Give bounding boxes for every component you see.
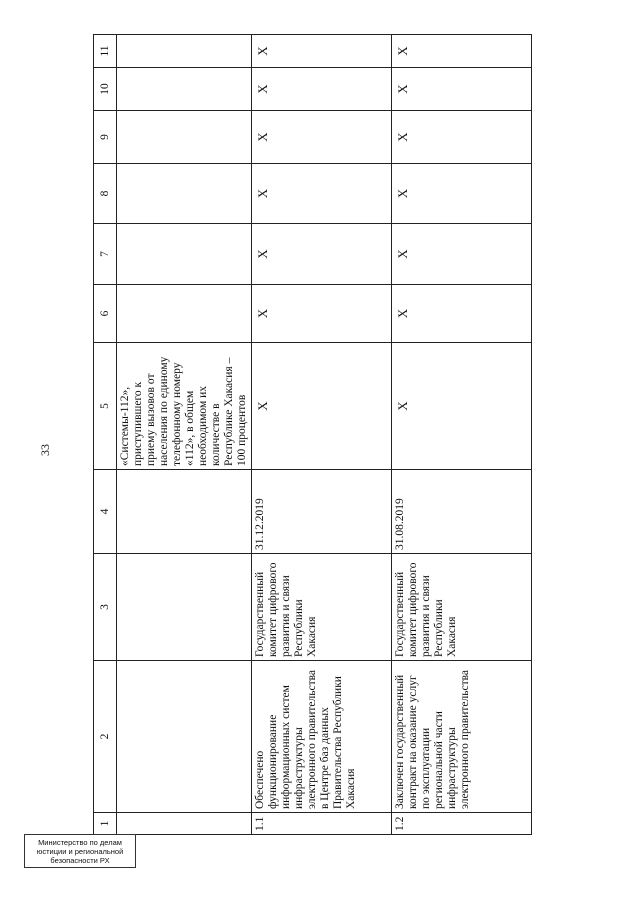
col-header-5: 5 bbox=[94, 343, 117, 470]
ministry-stamp bbox=[24, 834, 136, 868]
row-indicator: X bbox=[252, 343, 392, 470]
header-row bbox=[94, 35, 117, 835]
col-header-7: 7 bbox=[94, 224, 117, 285]
row-c7 bbox=[117, 224, 252, 285]
col-header-6: 6 bbox=[94, 285, 117, 343]
row-c11 bbox=[117, 35, 252, 68]
row-c8 bbox=[117, 164, 252, 224]
row-executor: Государственный комитет цифрового развития и связи Республики Хакасия bbox=[392, 554, 532, 661]
row-c9: X bbox=[252, 111, 392, 164]
stamp-line-3: безопасности РХ bbox=[50, 856, 110, 865]
row-executor bbox=[117, 554, 252, 661]
page-number: 33 bbox=[38, 444, 52, 456]
col-header-8: 8 bbox=[94, 164, 117, 224]
row-c8: X bbox=[252, 164, 392, 224]
row-c9 bbox=[117, 111, 252, 164]
row-indicator: X bbox=[392, 343, 532, 470]
row-id bbox=[117, 813, 252, 835]
row-date bbox=[117, 470, 252, 554]
row-c10: X bbox=[392, 68, 532, 111]
row-name: Заключен государственный контракт на оказание услуг по эксплуатации региональной части инфраструктуры электронного правительства bbox=[392, 661, 532, 813]
row-c11: X bbox=[392, 35, 532, 68]
row-executor: Государственный комитет цифрового развития и связи Республики Хакасия bbox=[252, 554, 392, 661]
row-name bbox=[117, 661, 252, 813]
stamp-line-1: Министерство по делам bbox=[38, 838, 122, 847]
row-date: 31.12.2019 bbox=[252, 470, 392, 554]
table-row bbox=[252, 35, 392, 835]
stamp-line-2: юстиции и региональной bbox=[36, 847, 124, 856]
col-header-9: 9 bbox=[94, 111, 117, 164]
col-header-10: 10 bbox=[94, 68, 117, 111]
row-c10: X bbox=[252, 68, 392, 111]
row-indicator: «Системы-112», приступившего к приему вызовов от населения по единому телефонному номеру «112», в общем необходимом их количестве в Республике Хакасия – 100 процентов bbox=[117, 343, 252, 470]
col-header-3: 3 bbox=[94, 554, 117, 661]
col-header-4: 4 bbox=[94, 470, 117, 554]
col-header-1: 1 bbox=[94, 813, 117, 835]
table-row bbox=[117, 35, 252, 835]
rotated-table-container bbox=[93, 35, 471, 835]
col-header-2: 2 bbox=[94, 661, 117, 813]
row-c8: X bbox=[392, 164, 532, 224]
row-c10 bbox=[117, 68, 252, 111]
row-c6: X bbox=[392, 285, 532, 343]
row-c7: X bbox=[252, 224, 392, 285]
row-name: Обеспечено функционирование информационных систем инфраструктуры электронного правительства в Центре баз данных Правительства Республики Хакасия bbox=[252, 661, 392, 813]
row-c11: X bbox=[252, 35, 392, 68]
row-c7: X bbox=[392, 224, 532, 285]
row-c6 bbox=[117, 285, 252, 343]
row-c6: X bbox=[252, 285, 392, 343]
row-date: 31.08.2019 bbox=[392, 470, 532, 554]
row-id: 1.1 bbox=[252, 813, 392, 835]
row-id: 1.2 bbox=[392, 813, 532, 835]
plan-table bbox=[93, 34, 532, 835]
table-row bbox=[392, 35, 532, 835]
row-c9: X bbox=[392, 111, 532, 164]
col-header-11: 11 bbox=[94, 35, 117, 68]
